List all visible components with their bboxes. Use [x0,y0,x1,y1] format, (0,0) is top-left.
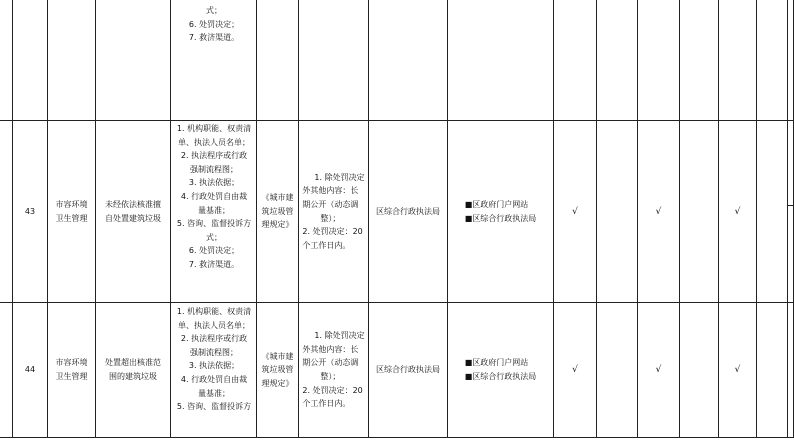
disclosure-item: 式； [206,6,222,15]
disclosure-item: 3. 执法依据； [188,361,240,371]
disclosure-item: 6. 处罚决定； [188,19,240,29]
disclosure-item: 2. 执法程序或行政 [180,151,248,161]
disclosure-item: 量基准； [198,205,230,215]
row-time [299,303,368,437]
check-mark: √ [734,365,741,375]
time-line: 整）； [320,372,341,381]
row-subject: 区综合行政执法局 [376,365,440,375]
matter-text: 未经依法核准擅自处置建筑垃圾 [105,199,161,223]
channel-item: ■区综合行政执法局 [464,372,537,381]
category-text: 市容环境卫生管理 [55,199,88,223]
col-divider [170,0,171,438]
disclosure-item: 1. 机构职能、权责清 [176,307,252,316]
disclosure-item: 5. 咨询、监督投诉方 [176,402,252,412]
disclosure-item: 2. 执法程序或行政 [180,334,248,344]
col-divider [596,0,597,438]
time-line: 期公开（动态调 [302,358,359,368]
row-channels [448,303,553,437]
row-number: 43 [24,206,36,216]
time-line: 整）； [320,213,341,223]
row-category [48,121,95,302]
time-line: 个工作日内。 [302,399,351,409]
time-line: 期公开（动态调 [302,199,359,209]
time-line: 1. 除处罚决定 [314,172,365,182]
basis-text: 《城市建筑垃圾管理规定》 [261,351,294,388]
disclosure-item: 1. 机构职能、权责清 [176,124,252,133]
category-text: 市容环境卫生管理 [55,358,88,381]
row-basis [257,303,298,437]
col-divider [756,0,757,438]
row-disclosure-items [172,122,256,302]
disclosure-item: 单、执法人员名单； [178,137,250,147]
row-subject: 区综合行政执法局 [376,206,440,216]
time-line: 外其他内容：长 [302,344,359,354]
row-basis [257,121,298,302]
channel-item: ■区政府门户网站 [464,199,529,209]
row-matter [96,121,170,302]
col-divider [787,0,788,438]
disclosure-item: 式； [206,232,222,242]
time-line: 2. 处罚决定：20 [302,385,363,395]
disclosure-item: 6. 处罚决定； [188,246,240,256]
row-channels [448,121,553,302]
disclosure-item: 7. 救济渠道。 [188,259,240,269]
channel-item: ■区政府门户网站 [464,358,529,367]
scroll-marker [787,205,794,206]
check-mark: √ [734,206,741,217]
row-time [299,121,368,302]
col-divider [679,0,680,438]
time-line: 2. 处罚决定：20 [302,227,363,237]
disclosure-item: 5. 咨询、监督投诉方 [176,219,252,229]
check-mark: √ [572,365,578,375]
table-bottom-border [0,437,794,438]
disclosure-item: 7. 救济渠道。 [188,33,240,43]
disclosure-item: 量基准； [198,388,230,398]
matter-text: 处置超出核准范围的建筑垃圾 [105,358,161,381]
check-mark: √ [572,206,578,217]
row-disclosure-items [172,305,256,437]
disclosure-item: 3. 执法依据； [188,178,240,188]
row-matter [96,303,170,437]
check-mark: √ [655,206,662,217]
time-line: 外其他内容：长 [302,186,359,196]
row-number: 44 [24,365,36,375]
disclosure-item: 强制流程图； [190,164,238,174]
top-row-disclosure-items [172,4,256,64]
time-line: 个工作日内。 [302,240,351,250]
check-mark: √ [655,365,662,375]
channel-item: ■区综合行政执法局 [464,213,537,223]
row-category [48,303,95,437]
disclosure-item: 4. 行政处罚自由裁 [180,191,248,201]
time-line: 1. 除处罚决定 [314,331,365,341]
disclosure-item: 4. 行政处罚自由裁 [180,374,248,384]
basis-text: 《城市建筑垃圾管理规定》 [261,193,294,230]
disclosure-item: 单、执法人员名单； [178,320,250,330]
disclosure-item: 强制流程图； [190,347,238,357]
